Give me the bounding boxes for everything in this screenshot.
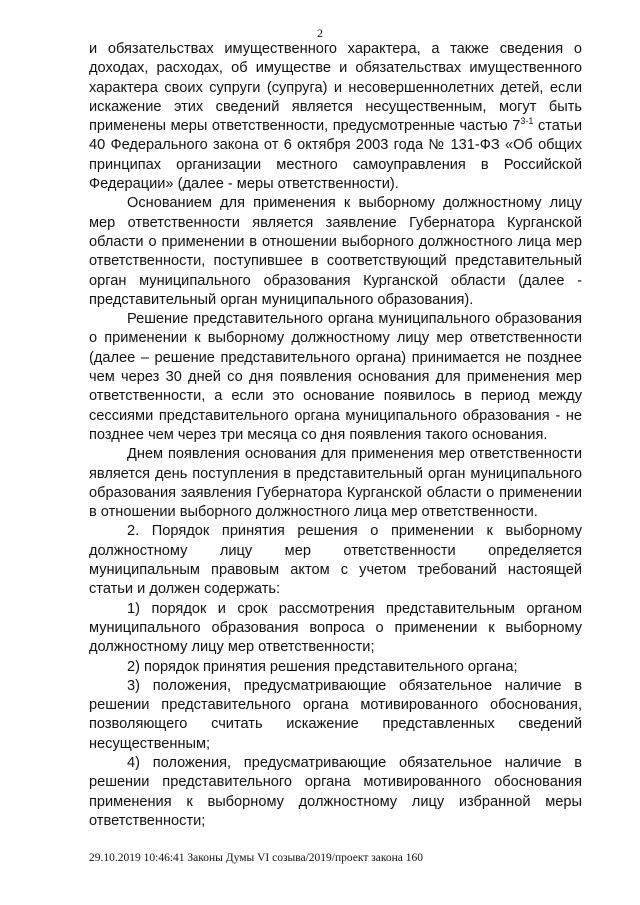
list-item-3: 3) положения, предусматривающие обязательное наличие в решении представительного органа мотивированного обоснования, позволяющего считать искажение представленных сведений несущественным; [89,677,582,752]
footer-stamp: 29.10.2019 10:46:41 Законы Думы VI созыва/2019/проект закона 160 [89,852,424,864]
paragraph-decision-timing: Решение представительного органа муниципального образования о применении к выборному должностному лицу мер ответственности (далее – решение представительного органа) принимается не позднее чем через 30 дней со дня появления основания для применения мер ответственности, а если это основание появилось в период между сессиями представительного органа муниципального образования - не позднее чем через три месяца со дня появления такого основания. [89,311,582,443]
page-number: 2 [317,26,323,40]
paragraph-text: и обязательствах имущественного характера, а также сведения о доходах, расходах, об имуществе и обязательствах имущественного характера своих супруги (супруга) и несовершеннолетних детей, если искажение этих сведений является несущественным, могут быть применены меры ответственности, предусмотренные частью 7 [89,41,582,135]
paragraph-basis: Основанием для применения к выборному должностному лицу мер ответственности является заявление Губернатора Курганской области о применении в отношении выборного должностного лица мер ответственности, поступившее в соответствующий представительный орган муниципального образования Курганской области (далее - представительный орган муниципального образования). [89,195,582,308]
paragraph-basis-date: Днем появления основания для применения мер ответственности является день поступления в представительный орган муниципального образования заявления Губернатора Курганской области о применении в отношении выборного должностного лица мер ответственности. [89,446,582,521]
paragraph-procedure: 2. Порядок принятия решения о применении к выборному должностному лицу мер ответственности определяется муниципальным правовым актом с учетом требований настоящей статьи и должен содержать: [89,523,582,598]
superscript-part-number: 3-1 [520,116,534,127]
list-item-4: 4) положения, предусматривающие обязательное наличие в решении представительного органа мотивированного обоснования применения к выборному должностному лицу избранной меры ответственности; [89,754,582,829]
paragraph-text-tail: статьи 40 Федерального закона от 6 октября 2003 года № 131-ФЗ «Об общих принципах организации местного самоуправления в Российской Федерации» (далее - меры ответственности). [89,118,583,193]
paragraph-continuation [89,40,582,194]
list-item-1: 1) порядок и срок рассмотрения представительным органом муниципального образования вопроса о применении к выборному должностному лицу мер ответственности; [89,600,582,656]
document-body [89,40,582,831]
list-item-2: 2) порядок принятия решения представительного органа; [127,658,518,675]
